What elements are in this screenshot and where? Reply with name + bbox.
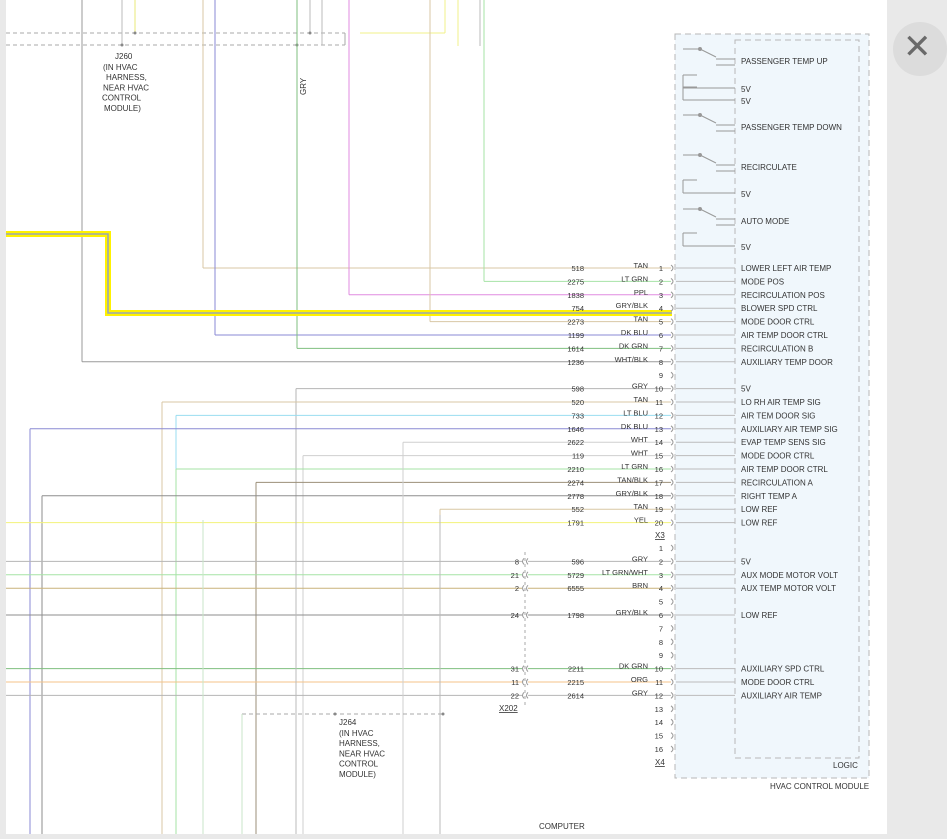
x3-wire-color: DK GRN [618,341,648,351]
x4-pin-number: 12 [654,691,663,701]
x3-wire-color: WHT [630,435,648,445]
x3-wire-color: LT GRN [621,274,648,284]
x3-circuit-number: 2274 [567,478,584,488]
x3-wire-color: TAN [633,314,648,324]
switch-label: RECIRCULATE [741,163,797,172]
x4-pin-number: 14 [654,718,663,728]
x3-circuit-number: 2210 [567,465,584,474]
x4-pin-terminal [671,706,673,712]
x3-pin-number: 10 [654,384,663,394]
x4-pin-number: 10 [654,664,663,674]
x3-circuit-number: 1838 [567,290,584,300]
x3-pin-terminal [671,292,673,298]
x4-wire-color: LT GRN/WHT [602,567,648,577]
x3-pin-number: 11 [655,398,663,407]
x3-pin-terminal [671,265,673,271]
x4-pin-function: LOW REF [741,611,778,620]
x4-wire-color: GRY [631,688,648,698]
x3-pin-function: RECIRCULATION B [741,344,814,354]
x3-wire-color: WHT/BLK [614,354,648,364]
x3-circuit-number: 733 [571,411,584,421]
x202-pin-number: 31 [510,664,519,674]
x3-pin-number: 14 [654,438,663,448]
x3-pin-terminal [671,479,673,485]
x3-pin-terminal [671,372,673,378]
x3-wire-color: LT BLU [623,408,648,418]
j260-desc-line: CONTROL [102,93,142,103]
x4-pin-row[interactable] [655,705,673,714]
x3-pin-row[interactable] [659,371,673,380]
x4-pin-number: 1 [658,544,663,553]
x3-pin-number: 13 [654,424,663,434]
x3-wire-color: GRY/BLK [615,488,648,498]
x4-pin-row[interactable] [659,598,673,607]
x3-pin-terminal [671,319,673,325]
x3-pin-number: 6 [658,331,663,340]
j260-desc-line: HARNESS, [106,73,147,83]
x3-pin-number: 7 [658,344,663,354]
x3-pin-number: 16 [654,465,663,474]
x3-pin-terminal [671,332,673,338]
x4-wire-color: BRN [632,581,648,591]
x4-circuit-number: 2215 [567,678,584,687]
j260-label [102,52,149,113]
x4-pin-row[interactable] [659,651,673,660]
x4-pin-number: 5 [658,597,663,607]
x4-pin-number: 16 [654,745,663,754]
x3-pin-terminal [671,399,673,405]
x4-wire-color: GRY [631,554,648,564]
x4-pin-number: 9 [658,651,663,661]
x3-pin-function: AUXILIARY AIR TEMP SIG [741,424,838,434]
x4-circuit-number: 2614 [567,691,584,701]
hvac-module-name: HVAC CONTROL MODULE [770,782,870,791]
x3-wire-color: TAN [633,502,648,512]
x4-pin-terminal [671,625,673,631]
x3-pin-number: 1 [658,264,663,273]
x3-pin-terminal [671,453,673,459]
x4-pin-function: AUXILIARY AIR TEMP [741,691,822,701]
x4-pin-terminal [671,692,673,698]
x3-wire-color: GRY/BLK [615,301,648,311]
x4-pin-row[interactable] [655,745,673,754]
x4-pin-terminal [671,746,673,752]
x3-pin-function: BLOWER SPD CTRL [741,304,818,314]
x3-circuit-number: 520 [571,398,584,407]
x202-pin-number: 22 [510,691,519,701]
x3-pin-terminal [671,439,673,445]
x3-pin-terminal [671,520,673,526]
switch-label: AUTO MODE [741,217,790,226]
wiring-diagram-page[interactable] [6,0,887,834]
x4-pin-number: 2 [658,557,663,567]
x4-pin-number: 11 [655,678,663,687]
x3-circuit-number: 2622 [567,438,584,448]
x3-pin-terminal [671,426,673,432]
x3-connector-label: X3 [655,531,665,540]
x4-circuit-number: 5729 [567,570,584,580]
switch-label: 5V [741,85,751,94]
x4-pin-function: AUX TEMP MOTOR VOLT [741,584,836,594]
x3-circuit-number: 1236 [567,357,584,367]
x202-pin-number: 21 [510,570,519,580]
x3-wire-color: DK BLU [620,421,648,431]
x3-pin-function: LOWER LEFT AIR TEMP [741,264,832,273]
x3-pin-number: 2 [658,277,663,287]
j260-desc-line: MODULE) [104,103,141,113]
x3-circuit-number: 1199 [567,331,584,340]
j264-desc-line: MODULE) [339,769,376,779]
x4-pin-terminal [671,666,673,672]
x4-wire-color: GRY/BLK [615,608,648,617]
x4-pin-number: 3 [658,570,663,580]
x3-circuit-number: 2273 [567,317,584,327]
x4-pin-number: 4 [658,584,663,594]
x4-pin-row[interactable] [655,732,673,741]
x3-circuit-number: 518 [571,264,584,273]
x4-circuit-number: 2211 [567,664,584,674]
top-wire-gry-label: GRY [299,77,308,95]
x3-pin-function: RIGHT TEMP A [741,491,798,501]
x3-pin-number: 17 [654,478,663,488]
x3-pin-function: AIR TEMP DOOR CTRL [741,465,828,474]
x3-wire-color: YEL [633,515,648,525]
x3-circuit-number: 1614 [567,344,584,354]
x3-pin-function: MODE POS [741,277,785,287]
x4-pin-terminal [671,679,673,685]
x4-pin-terminal [671,652,673,658]
highlighted-wire-blower-spd-ctrl[interactable] [6,234,672,313]
x4-circuit-number: 6555 [567,584,584,594]
x4-pin-function: AUXILIARY SPD CTRL [741,664,825,674]
x4-pin-number: 13 [654,704,663,714]
x3-circuit-number: 2778 [567,491,584,501]
x3-pin-function: RECIRCULATION A [741,478,813,488]
x3-wire-color: DK BLU [620,328,648,337]
x3-pin-function: AIR TEMP DOOR CTRL [741,331,828,340]
x3-circuit-number: 1791 [567,518,584,528]
x4-pin-terminal [671,545,673,551]
j260-title: J260 [115,52,133,61]
x4-pin-number: 8 [658,637,663,647]
x4-pin-terminal [671,612,673,618]
x202-pin-number: 24 [510,611,519,620]
switch-label: 5V [741,243,751,252]
x4-circuit-number: 596 [571,557,584,567]
x4-pin-terminal [671,639,673,645]
x3-pin-number: 20 [654,518,663,528]
x4-wire-color: DK GRN [618,661,648,671]
x3-pin-number: 4 [658,304,663,314]
x4-pin-number: 15 [654,731,663,741]
x3-pin-terminal [671,493,673,499]
switch-label: PASSENGER TEMP UP [741,57,828,66]
x3-pin-function: MODE DOOR CTRL [741,317,815,327]
x202-pin-number: 8 [514,557,519,567]
x3-pin-function: AUXILIARY TEMP DOOR [741,357,833,367]
x3-pin-number: 9 [658,371,663,381]
x3-pin-function: 5V [741,384,751,394]
x3-pin-terminal [671,506,673,512]
x4-pin-row[interactable] [659,638,673,647]
x3-pin-function: RECIRCULATION POS [741,290,825,300]
x3-circuit-number: 598 [571,384,584,394]
x3-pin-number: 3 [658,290,663,300]
x3-pin-terminal [671,386,673,392]
x3-circuit-number: 119 [572,451,584,461]
x202-pin-number: 11 [511,678,519,687]
x3-pin-number: 5 [658,317,663,327]
x3-wire-color: TAN [633,261,648,270]
j260-splice-group [6,0,480,47]
x3-wire-color: GRY [631,381,648,391]
switch-label: 5V [741,190,751,199]
x4-wire-color: ORG [630,675,648,684]
j264-desc-line: HARNESS, [339,739,380,749]
x3-pin-terminal [671,466,673,472]
logic-label: LOGIC [833,761,858,770]
x3-circuit-number: 552 [571,505,584,515]
x3-wire-color: WHT [630,448,648,458]
j264-desc-line: NEAR HVAC [339,749,386,759]
x3-pin-terminal [671,278,673,284]
j260-desc-line: (IN HVAC [103,63,138,72]
x3-wire-color: TAN [633,395,648,404]
x3-pin-number: 12 [654,411,663,421]
x4-circuit-number: 1798 [567,611,584,620]
x4-pin-terminal [671,585,673,591]
x4-pin-function: 5V [741,557,751,567]
x3-circuit-number: 2275 [567,277,584,287]
wiring-diagram [6,0,887,834]
x4-pin-terminal [671,733,673,739]
x4-pin-row[interactable] [659,544,673,553]
x3-pin-number: 18 [654,491,663,501]
close-icon: ✕ [903,27,932,67]
x3-wire-color: PPL [633,287,648,297]
x3-pin-function: AIR TEM DOOR SIG [741,411,816,421]
x3-pin-function: MODE DOOR CTRL [741,451,815,461]
x3-circuit-number: 754 [571,304,584,314]
x3-pin-number: 19 [654,505,663,515]
x4-pin-row[interactable] [659,624,673,633]
x3-wire-color: LT GRN [621,462,648,471]
x4-pin-terminal [671,599,673,605]
x3-pin-function: EVAP TEMP SENS SIG [741,438,826,448]
x3-pin-function: LO RH AIR TEMP SIG [741,398,821,407]
x3-pin-function: LOW REF [741,505,778,515]
x3-pin-function: LOW REF [741,518,778,528]
x202-connector-label: X202 [499,704,518,713]
switch-label: 5V [741,97,751,106]
x3-pin-number: 8 [658,357,663,367]
j260-desc-line: NEAR HVAC [103,83,150,93]
x4-pin-row[interactable] [655,718,673,727]
x4-pin-number: 6 [658,611,663,620]
x3-pin-terminal [671,345,673,351]
x3-circuit-number: 1646 [567,424,584,434]
x4-pin-number: 7 [658,624,663,634]
x3-wire-color: TAN/BLK [617,475,648,485]
x3-pin-terminal [671,412,673,418]
j264-label [339,718,385,779]
close-button[interactable] [893,22,947,76]
j264-desc-line: (IN HVAC [339,729,374,738]
x4-pin-function: MODE DOOR CTRL [741,678,815,687]
x4-connector-label: X4 [655,758,665,767]
x202-pin-number: 2 [514,584,519,594]
x4-pin-terminal [671,719,673,725]
x4-pin-terminal [671,558,673,564]
x4-pin-terminal [671,572,673,578]
j264-title: J264 [339,718,357,727]
switch-label: PASSENGER TEMP DOWN [741,123,842,132]
x3-pin-number: 15 [654,451,663,461]
x3-pin-terminal [671,359,673,365]
x4-pin-function: AUX MODE MOTOR VOLT [741,570,839,580]
j264-desc-line: CONTROL [339,759,379,769]
bottom-computer-label: COMPUTER [539,822,585,831]
